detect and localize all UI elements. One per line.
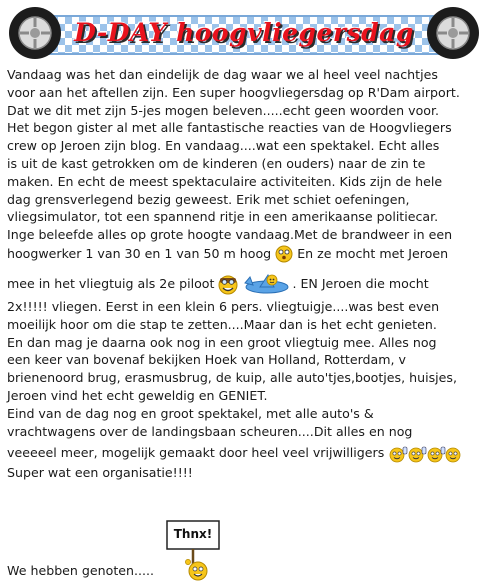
pilot-smiley-icon: [218, 272, 238, 296]
text-line-veeel: [7, 442, 485, 464]
text-line: En dan mag je daarna ook nog in een groot vliegtuig mee. Alles nog: [7, 334, 437, 350]
text-line: Super wat een organisatie!!!!: [7, 465, 193, 481]
page-title: D-DAY hoogvliegersdag: [74, 18, 414, 47]
thumbs-up-smileys-icon: [388, 444, 462, 464]
text-line: Dat we dit met zijn 5-jes mogen beleven.....echt geen woorden voor.: [7, 102, 439, 118]
text-line: brienenoord brug, erasmusbrug, de kuip, alle auto'tjes,bootjes, huisjes,: [7, 370, 457, 386]
text-segment: hoogwerker 1 van 30 en 1 van 50 m hoog: [7, 245, 272, 261]
text-line: Inge beleefde alles op grote hoogte vandaag.Met de brandweer in een: [7, 227, 453, 243]
tire-right-icon: [426, 6, 480, 60]
text-segment: veeeeel meer, mogelijk gemaakt door heel veel vrijwilligers: [7, 445, 385, 461]
text-line: Het begon gister al met alle fantastische reacties van de Hoogvliegers: [7, 120, 452, 136]
text-line-vliegtuig: [7, 270, 485, 298]
text-segment: mee in het vliegtuig als 2e piloot: [7, 275, 215, 291]
text-line: vliegsimulator, tot een spannend ritje in een amerikaanse politiecar.: [7, 209, 439, 225]
header-banner: [8, 6, 480, 60]
thanks-sign-text: Thnx!: [173, 527, 213, 541]
text-line: Jeroen vind het echt geweldig en GENIET.: [7, 387, 268, 403]
text-line: Vandaag was het dan eindelijk de dag waar we al heel veel nachtjes: [7, 67, 438, 82]
airplane-smiley-icon: [242, 271, 292, 297]
text-line: voor aan het aftellen zijn. Een super hoogvliegersdag op R'Dam airport.: [7, 84, 460, 100]
dizzy-smiley-icon: [275, 245, 293, 263]
text-line-genoten: We hebben genoten.....: [7, 563, 155, 578]
text-line: een keer van bovenaf bekijken Hoek van Holland, Rotterdam, v: [7, 352, 406, 368]
text-line: maken. En echt de meest spektaculaire activiteiten. Kids zijn de hele: [7, 173, 443, 189]
text-segment: . EN Jeroen die mocht: [292, 275, 429, 291]
text-line: is uit de kast getrokken om de kinderen (en ouders) naar de zin te: [7, 155, 426, 171]
text-line: Eind van de dag nog en groot spektakel, met alle auto's &: [7, 405, 374, 421]
tire-left-icon: [8, 6, 62, 60]
text-line-hoogwerker: [7, 244, 485, 264]
text-line: dag grensverlegend bezig geweest. Erik met schiet oefeningen,: [7, 191, 410, 207]
text-line: crew op Jeroen zijn blog. En vandaag....wat een spektakel. Echt alles: [7, 138, 440, 154]
text-line: vrachtwagens over de landingsbaan scheuren....Dit alles en nog: [7, 423, 413, 439]
text-segment: En ze mocht met Jeroen: [293, 245, 449, 261]
text-line: moeilijk hoor om die stap te zetten....Maar dan is het echt genieten.: [7, 316, 437, 332]
text-line: 2x!!!!! vliegen. Eerst in een klein 6 pers. vliegtuigje....was best even: [7, 298, 440, 314]
